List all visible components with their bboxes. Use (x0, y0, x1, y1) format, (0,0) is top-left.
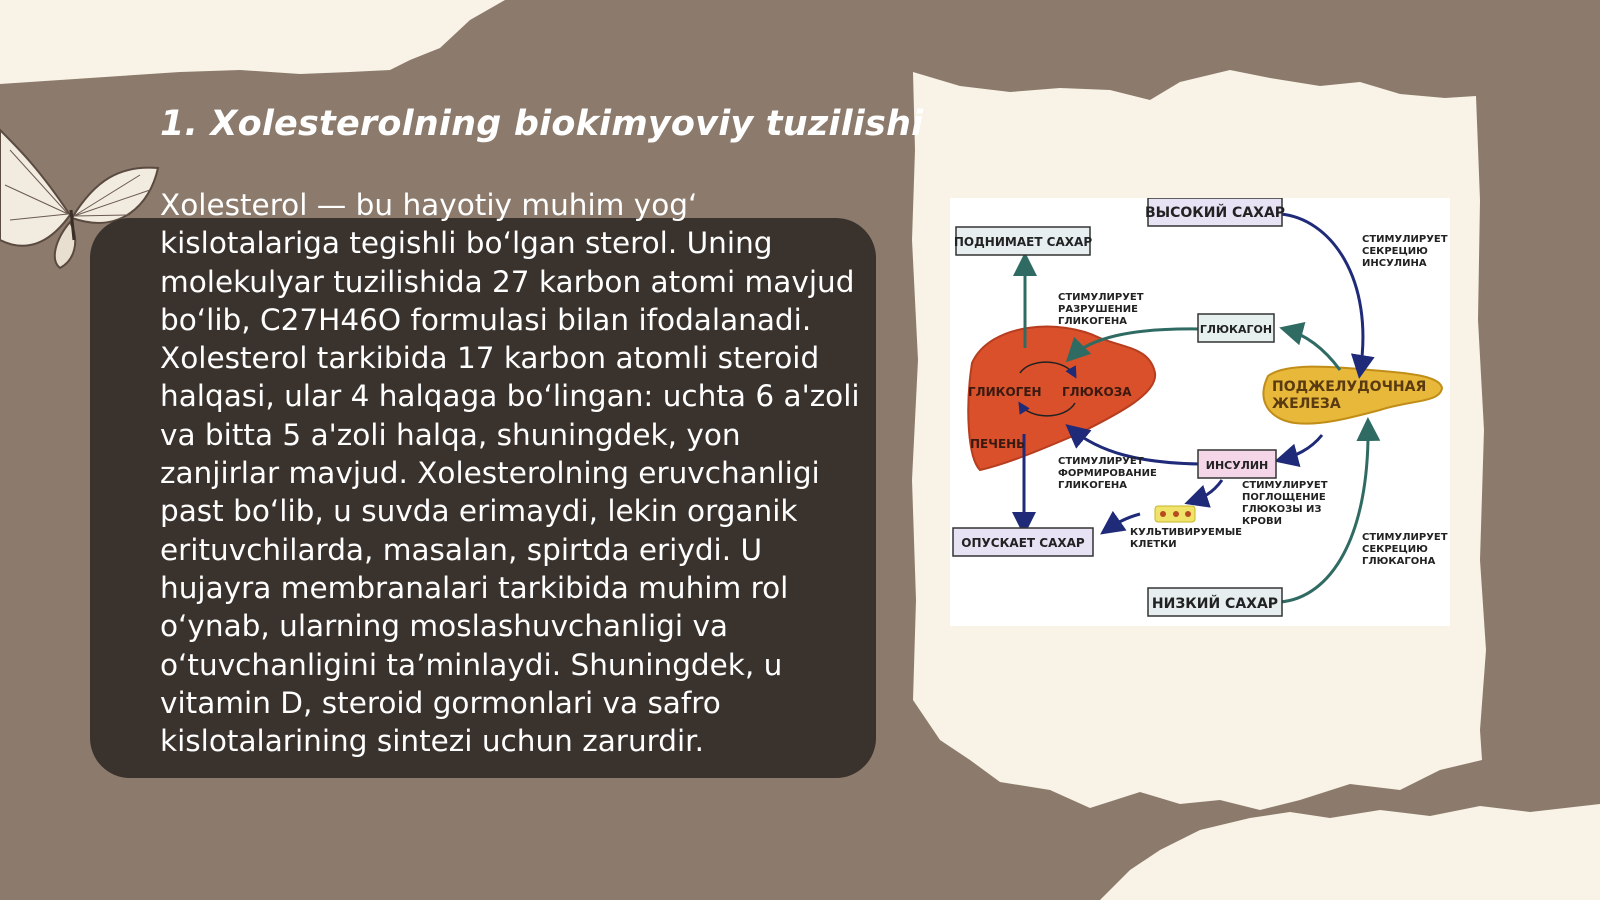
annotation-line: КУЛЬТИВИРУЕМЫЕ (1130, 527, 1243, 538)
annotation-line: ГЛИКОГЕНА (1058, 316, 1128, 327)
annotation-line: ГЛЮКАГОНА (1362, 556, 1436, 567)
lowers-sugar-label: ОПУСКАЕТ САХАР (961, 536, 1085, 550)
pancreas-label-1: ПОДЖЕЛУДОЧНАЯ (1272, 379, 1427, 395)
annotation-line: ИНСУЛИНА (1362, 258, 1427, 269)
annotation-line: ПОГЛОЩЕНИЕ (1242, 492, 1326, 503)
glucose-regulation-diagram (950, 198, 1450, 626)
pancreas-label-2: ЖЕЛЕЗА (1272, 396, 1341, 412)
annotation-line: ФОРМИРОВАНИЕ (1058, 468, 1157, 479)
annotation-line: ГЛЮКОЗЫ ИЗ (1242, 504, 1322, 515)
insulin-label: ИНСУЛИН (1205, 459, 1269, 472)
annotation-line: СТИМУЛИРУЕТ (1058, 292, 1144, 303)
glucose-label: ГЛЮКОЗА (1062, 385, 1132, 399)
annotation-line: КЛЕТКИ (1130, 539, 1177, 550)
torn-paper-top (0, 0, 505, 84)
glycogen-label: ГЛИКОГЕН (968, 385, 1042, 399)
body-text: Xolesterol — bu hayotiy muhim yog‘ kislotalariga tegishli bo‘lgan sterol. Uning molekulyar tuzilishida 27 karbon atomi mavjud bo‘lib, C27H46O formulasi bilan ifodalanadi. Xolesterol tarkibida 17 karbon atomli steroid halqasi, ular 4 halqaga bo‘lingan: uchta 6 a'zoli va bitta 5 a'zoli halqa, shuningdek, yon zanjirlar mavjud. Xolesterolning eruvchanligi past bo‘lib, u suvda erimaydi, lekin organik erituvchilarda, masalan, spirtda eriydi. U hujayra membranalari tarkibida muhim rol o‘ynab, ularning moslashuvchanligi va o‘tuvchanligini ta’minlaydi. Shuningdek, u vitamin D, steroid gormonlari va safro kislotalarining sintezi uchun zarurdir. (160, 188, 860, 759)
glucagon-label: ГЛЮКАГОН (1199, 323, 1273, 336)
torn-paper-bottom (1100, 804, 1600, 900)
annotation-line: СЕКРЕЦИЮ (1362, 246, 1428, 257)
annotation-line: СТИМУЛИРУЕТ (1058, 456, 1144, 467)
annotation-line: СТИМУЛИРУЕТ (1242, 480, 1328, 491)
annotation-line: РАЗРУШЕНИЕ (1058, 304, 1138, 315)
low-sugar-label: НИЗКИЙ САХАР (1151, 596, 1279, 612)
liver-label: ПЕЧЕНЬ (970, 437, 1026, 451)
high-sugar-label: ВЫСОКИЙ САХАР (1144, 205, 1286, 221)
annotation-line: СЕКРЕЦИЮ (1362, 544, 1428, 555)
raises-sugar-label: ПОДНИМАЕТ САХАР (953, 235, 1093, 249)
annotation-line: СТИМУЛИРУЕТ (1362, 532, 1448, 543)
slide-title: 1. Xolesterolning biokimyoviy tuzilishi (160, 104, 924, 144)
annotation-line: КРОВИ (1242, 516, 1282, 527)
annotation-line: СТИМУЛИРУЕТ (1362, 234, 1448, 245)
annotation-line: ГЛИКОГЕНА (1058, 480, 1128, 491)
